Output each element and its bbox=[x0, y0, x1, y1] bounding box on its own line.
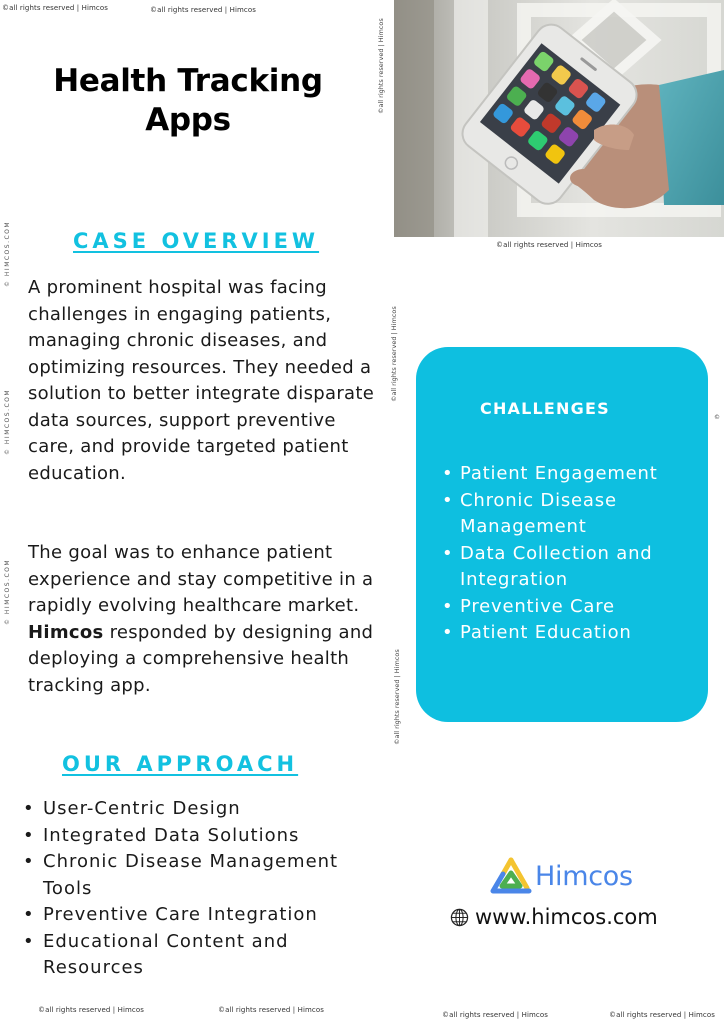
approach-item bbox=[20, 796, 390, 823]
himcos-logo bbox=[489, 856, 633, 896]
website[interactable] bbox=[450, 905, 658, 929]
approach-list bbox=[20, 796, 390, 982]
bullet-icon: • bbox=[442, 489, 454, 511]
watermark-bottom-1: ©all rights reserved | Himcos bbox=[38, 1006, 144, 1014]
challenge-item-label: Data Collection and Integration bbox=[460, 542, 653, 590]
watermark-top-center: ©all rights reserved | Himcos bbox=[150, 6, 256, 14]
case-overview-paragraph-2 bbox=[28, 540, 380, 699]
case-overview-heading: CASE OVERVIEW bbox=[73, 229, 320, 253]
page-title bbox=[20, 62, 356, 140]
challenge-item-label: Patient Engagement bbox=[460, 463, 658, 484]
watermark-vertical-middle: ©all rights reserved | Himcos bbox=[390, 306, 398, 402]
bullet-icon: • bbox=[23, 824, 35, 846]
challenge-item-label: Chronic Disease Management bbox=[460, 489, 617, 537]
bullet-icon: • bbox=[23, 798, 35, 819]
approach-item bbox=[20, 929, 390, 982]
side-watermark-1: © HIMCOS.COM bbox=[4, 220, 11, 287]
challenge-item bbox=[438, 541, 704, 594]
hero-photo-phone-in-hand bbox=[394, 0, 724, 237]
approach-item-label: Chronic Disease Management Tools bbox=[43, 851, 339, 899]
bullet-icon: • bbox=[442, 622, 454, 643]
approach-item-label: User-Centric Design bbox=[43, 798, 241, 819]
challenge-item bbox=[438, 488, 704, 541]
bullet-icon: • bbox=[442, 542, 454, 564]
title-line-1: Health Tracking bbox=[53, 63, 323, 99]
paragraph-2-text-start: The goal was to enhance patient experience and stay competitive in a rapidly evolving healthcare market. bbox=[28, 542, 374, 616]
watermark-bottom-4: ©all rights reserved | Himcos bbox=[609, 1011, 715, 1019]
our-approach-heading: OUR APPROACH bbox=[62, 752, 299, 776]
approach-item-label: Preventive Care Integration bbox=[43, 904, 318, 925]
challenge-item bbox=[438, 620, 704, 647]
challenge-item-label: Patient Education bbox=[460, 622, 632, 643]
watermark-photo-caption: ©all rights reserved | Himcos bbox=[496, 241, 602, 249]
watermark-vertical-top: ©all rights reserved | Himcos bbox=[377, 18, 385, 114]
challenge-item bbox=[438, 461, 704, 488]
bullet-icon: • bbox=[23, 851, 35, 872]
himcos-logo-mark-icon bbox=[489, 856, 533, 896]
side-watermark-3: © HIMCOS.COM bbox=[4, 558, 11, 625]
challenge-item bbox=[438, 594, 704, 621]
paragraph-2-text-end: responded by designing and deploying a comprehensive health tracking app. bbox=[28, 621, 374, 696]
watermark-vertical-bottom: ©all rights reserved | Himcos bbox=[393, 649, 401, 745]
website-link[interactable]: www.himcos.com bbox=[475, 905, 658, 929]
side-watermark-right-mark: © bbox=[714, 414, 721, 421]
bullet-icon: • bbox=[23, 930, 35, 952]
challenges-list bbox=[438, 461, 704, 647]
challenges-heading: CHALLENGES bbox=[480, 399, 610, 418]
watermark-top-left: ©all rights reserved | Himcos bbox=[2, 4, 108, 12]
watermark-bottom-2: ©all rights reserved | Himcos bbox=[218, 1006, 324, 1014]
logo-wordmark: Himcos bbox=[535, 860, 633, 892]
challenges-card bbox=[416, 347, 708, 722]
bullet-icon: • bbox=[442, 463, 454, 484]
watermark-bottom-3: ©all rights reserved | Himcos bbox=[442, 1011, 548, 1019]
bullet-icon: • bbox=[442, 595, 454, 617]
approach-item bbox=[20, 823, 390, 850]
title-line-2: Apps bbox=[145, 102, 231, 138]
himcos-bold-text: Himcos bbox=[28, 621, 104, 643]
side-watermark-2: © HIMCOS.COM bbox=[4, 388, 11, 455]
case-overview-paragraph-1: A prominent hospital was facing challenges in engaging patients, managing chronic diseases, and optimizing resources. They needed a solution to better integrate disparate data sources, support preventive care, and provide targeted patient education. bbox=[28, 277, 375, 484]
approach-item-label: Integrated Data Solutions bbox=[43, 824, 300, 846]
globe-icon bbox=[450, 908, 469, 927]
challenge-item-label: Preventive Care bbox=[460, 595, 615, 617]
approach-item-label: Educational Content and Resources bbox=[43, 930, 289, 978]
bullet-icon: • bbox=[23, 904, 35, 925]
approach-item bbox=[20, 902, 390, 929]
approach-item bbox=[20, 849, 390, 902]
phone-photo-illustration bbox=[394, 0, 724, 237]
